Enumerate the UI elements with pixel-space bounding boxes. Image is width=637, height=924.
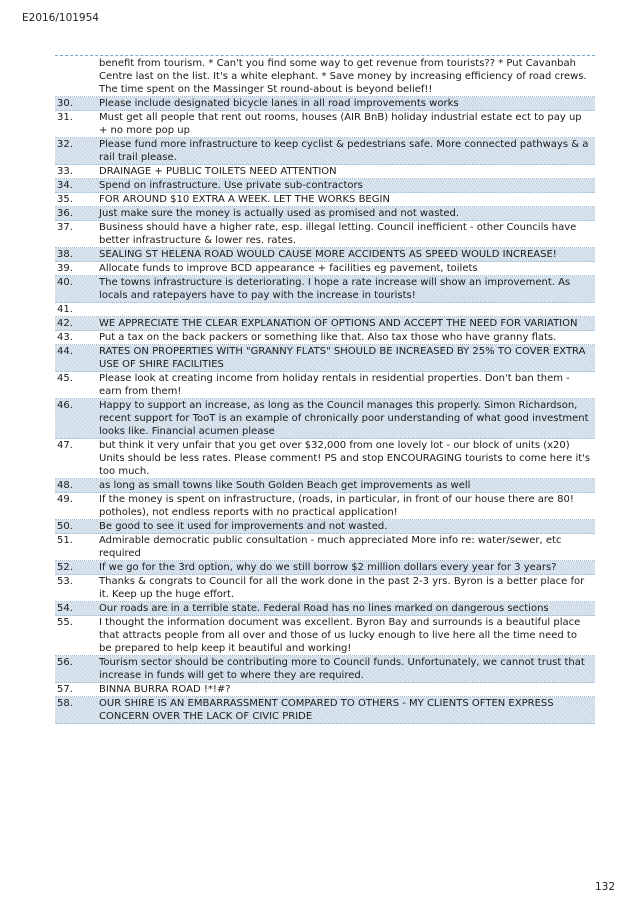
page-number: 132: [594, 881, 615, 893]
comment-row: [55, 262, 595, 276]
comment-row: [55, 399, 595, 439]
comment-row: [55, 165, 595, 179]
comment-text: Please look at creating income from holiday rentals in residential properties. Don't ban them - earn from them!: [99, 373, 570, 397]
comment-row: [55, 561, 595, 575]
comment-row: [55, 683, 595, 697]
comment-text: Put a tax on the back packers or something like that. Also tax those who have granny flats.: [99, 332, 557, 343]
comment-number: 39.: [57, 263, 73, 274]
comment-number: 35.: [57, 194, 73, 205]
comment-row: [55, 276, 595, 303]
comment-row: [55, 207, 595, 221]
comment-text: DRAINAGE + PUBLIC TOILETS NEED ATTENTION: [99, 166, 337, 177]
comment-number: 58.: [57, 698, 73, 709]
comment-number: 56.: [57, 657, 73, 668]
comment-text: WE APPRECIATE THE CLEAR EXPLANATION OF OPTIONS AND ACCEPT THE NEED FOR VARIATION: [99, 318, 578, 329]
comment-number: 36.: [57, 208, 73, 219]
comment-text: Must get all people that rent out rooms, houses (AIR BnB) holiday industrial estate ect to pay up + no more pop up: [99, 112, 582, 136]
comment-number: 33.: [57, 166, 73, 177]
comment-text: Please fund more infrastructure to keep cyclist & pedestrians safe. More connected pathways & a rail trail please.: [99, 139, 589, 163]
comment-text: SEALING ST HELENA ROAD WOULD CAUSE MORE ACCIDENTS AS SPEED WOULD INCREASE!: [99, 249, 557, 260]
comment-text: but think it very unfair that you get over $32,000 from one lovely lot - our block of units (x20) Units should be less rates. Please comment! PS and stop ENCOURAGING tourists to come here it's too much.: [99, 440, 591, 477]
comment-row: [55, 179, 595, 193]
comment-text: as long as small towns like South Golden Beach get improvements as well: [99, 480, 471, 491]
comment-row: [55, 534, 595, 561]
comment-row: [55, 520, 595, 534]
comment-text: benefit from tourism. * Can't you find some way to get revenue from tourists?? * Put Cavanbah Centre last on the list. It's a white elephant. * Save money by increasing efficiency of road crews. The time spent on the Massinger St round-about is beyond belief!!: [99, 58, 587, 95]
document-id: E2016/101954: [22, 12, 99, 24]
comment-number: 47.: [57, 440, 73, 451]
comment-number: 34.: [57, 180, 73, 191]
comment-row: [55, 372, 595, 399]
comment-number: 44.: [57, 346, 73, 357]
comment-row: [55, 138, 595, 165]
comment-number: 43.: [57, 332, 73, 343]
comment-row: [55, 317, 595, 331]
comment-text: If the money is spent on infrastructure, (roads, in particular, in front of our house there are 80! potholes), not endless reports with no practical application!: [99, 494, 574, 518]
comment-row: [55, 439, 595, 479]
comment-text: Our roads are in a terrible state. Federal Road has no lines marked on dangerous sections: [99, 603, 549, 614]
comment-text: Thanks & congrats to Council for all the work done in the past 2-3 yrs. Byron is a better place for it. Keep up the huge effort.: [99, 576, 585, 600]
comment-number: 32.: [57, 139, 73, 150]
comment-row: [55, 193, 595, 207]
comment-number: 55.: [57, 617, 73, 628]
comment-row: [55, 111, 595, 138]
comment-number: 42.: [57, 318, 73, 329]
comment-row: [55, 331, 595, 345]
comment-number: 57.: [57, 684, 73, 695]
comment-text: OUR SHIRE IS AN EMBARRASSMENT COMPARED TO OTHERS - MY CLIENTS OFTEN EXPRESS CONCERN OVER THE LACK OF CIVIC PRIDE: [99, 698, 554, 722]
comment-text: Please include designated bicycle lanes in all road improvements works: [99, 98, 459, 109]
comments-table: [55, 57, 595, 724]
comment-number: 53.: [57, 576, 73, 587]
comment-number: 51.: [57, 535, 73, 546]
comment-text: The towns infrastructure is deteriorating. I hope a rate increase will show an improvement. As locals and ratepayers have to pay with the increase in tourists!: [99, 277, 571, 301]
comment-row: [55, 221, 595, 248]
comment-text: Spend on infrastructure. Use private sub-contractors: [99, 180, 363, 191]
top-divider: [55, 55, 595, 56]
comment-text: Happy to support an increase, as long as the Council manages this properly. Simon Richardson, recent support for TooT is an example of chronically poor understanding of what good investment looks like. Financial acumen please: [99, 400, 589, 437]
comment-number: 31.: [57, 112, 73, 123]
comment-number: 54.: [57, 603, 73, 614]
comment-number: 38.: [57, 249, 73, 260]
comment-number: 45.: [57, 373, 73, 384]
comment-number: 37.: [57, 222, 73, 233]
comment-row: [55, 345, 595, 372]
comment-text: Tourism sector should be contributing more to Council funds. Unfortunately, we cannot trust that increase in funds will get to where they are required.: [99, 657, 585, 681]
comment-row: [55, 303, 595, 317]
comment-number: 40.: [57, 277, 73, 288]
comment-text: Just make sure the money is actually used as promised and not wasted.: [99, 208, 460, 219]
comment-number: 46.: [57, 400, 73, 411]
comment-text: Be good to see it used for improvements and not wasted.: [99, 521, 388, 532]
comment-text: If we go for the 3rd option, why do we still borrow $2 million dollars every year for 3 years?: [99, 562, 557, 573]
comment-text: RATES ON PROPERTIES WITH "GRANNY FLATS" SHOULD BE INCREASED BY 25% TO COVER EXTRA USE OF SHIRE FACILITIES: [99, 346, 586, 370]
comment-row: [55, 697, 595, 724]
comment-text: I thought the information document was excellent. Byron Bay and surrounds is a beautiful place that attracts people from all over and those of us lucky enough to live here all the time need to be prepared to help keep it beautiful and working!: [99, 617, 581, 654]
comment-row: [55, 575, 595, 602]
comment-row: [55, 616, 595, 656]
comment-text: Business should have a higher rate, esp. illegal letting. Council inefficient - other Councils have better infrastructure & lower res. rates.: [99, 222, 577, 246]
comment-number: 30.: [57, 98, 73, 109]
comment-row: [55, 656, 595, 683]
comment-number: 48.: [57, 480, 73, 491]
comment-text: Allocate funds to improve BCD appearance + facilities eg pavement, toilets: [99, 263, 478, 274]
comment-row: [55, 248, 595, 262]
comment-text: FOR AROUND $10 EXTRA A WEEK. LET THE WORKS BEGIN: [99, 194, 390, 205]
comment-number: 50.: [57, 521, 73, 532]
comment-text: Admirable democratic public consultation - much appreciated More info re: water/sewer, etc required: [99, 535, 562, 559]
comment-number: 49.: [57, 494, 73, 505]
comment-row: [55, 479, 595, 493]
comment-row: [55, 97, 595, 111]
comment-row: [55, 493, 595, 520]
comment-row: [55, 602, 595, 616]
comment-number: 41.: [57, 304, 73, 315]
comment-text: BINNA BURRA ROAD !*!#?: [99, 684, 231, 695]
comment-number: 52.: [57, 562, 73, 573]
comment-row: [55, 57, 595, 97]
